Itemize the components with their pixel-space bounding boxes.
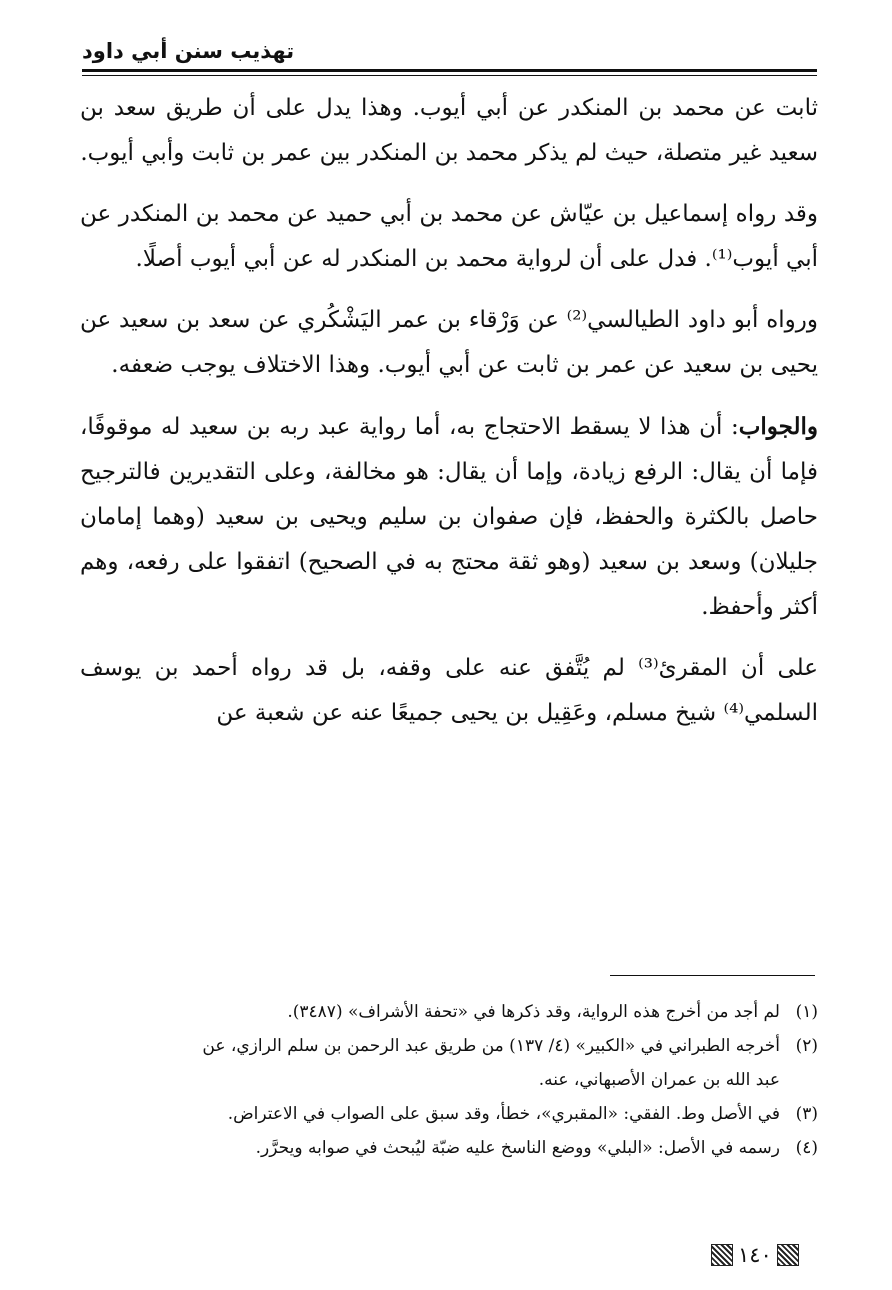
- page-number-block: [712, 1240, 798, 1270]
- footnote-text: في الأصل وط. الفقي: «المقبري»، خطأ، وقد سبق على الصواب في الاعتراض.: [227, 1104, 780, 1124]
- footnote-number: (١): [795, 1002, 818, 1022]
- paragraph-3: ورواه أبو داود الطيالسي⁽²⁾ عن وَرْقاء بن عمر اليَشْكُري عن سعد بن سعيد عن يحيى بن سعيد عن عمر بن ثابت عن أبي أيوب. وهذا الاختلاف يوجب ضعفه.: [80, 307, 818, 378]
- ornament-icon: [712, 1245, 732, 1265]
- running-header-title: تهذيب سنن أبي داود: [82, 39, 295, 63]
- footnote-3: [82, 1097, 818, 1131]
- paragraph-2: وقد رواه إسماعيل بن عيّاش عن محمد بن أبي حميد عن محمد بن المنكدر عن أبي أيوب⁽¹⁾. فدل على أن لرواية محمد بن المنكدر له عن أبي أيوب أصلًا.: [80, 201, 818, 272]
- footnote-number: (٣): [795, 1104, 818, 1124]
- main-text: [80, 86, 818, 736]
- paragraph-last: على أن المقرئ⁽³⁾ لم يُتَّفق عنه على وقفه، بل قد رواه أحمد بن يوسف السلمي⁽⁴⁾ شيخ مسلم، وعَقِيل بن يحيى جميعًا عنه عن شعبة عن: [80, 655, 818, 726]
- footnote-number: (٢): [795, 1036, 818, 1056]
- footnote-text: أخرجه الطبراني في «الكبير» (٤/ ١٣٧) من طريق عبد الرحمن بن سلم الرازي، عن: [202, 1036, 780, 1056]
- ornament-icon: [778, 1245, 798, 1265]
- footnote-text: لم أجد من أخرج هذه الرواية، وقد ذكرها في «تحفة الأشراف» (٣٤٨٧).: [287, 1002, 780, 1022]
- page-number: ١٤٠: [738, 1243, 772, 1267]
- answer-lead: والجواب: [738, 413, 818, 440]
- footnote-2: [82, 1029, 818, 1097]
- footnotes: [82, 995, 818, 1165]
- footnote-4: [82, 1131, 818, 1165]
- paragraph-1: ثابت عن محمد بن المنكدر عن أبي أيوب. وهذا يدل على أن طريق سعد بن سعيد غير متصلة، حيث لم يذكر محمد بن المنكدر بين عمر بن ثابت وأبي أيوب.: [80, 95, 818, 166]
- footnote-text: رسمه في الأصل: «البلي» ووضع الناسخ عليه ضبّة ليُبحث في صوابه ويحرَّر.: [255, 1138, 780, 1158]
- header-rule-thin: [82, 75, 817, 76]
- answer-text: : أن هذا لا يسقط الاحتجاج به، أما رواية عبد ربه بن سعيد له موقوفًا، فإما أن يقال: الرفع زيادة، وإما أن يقال: هو مخالفة، وعلى التقديرين فالترجيح حاصل بالكثرة والحفظ، فإن صفوان بن سليم ويحيى بن سعيد (وهما إمامان جليلان) وسعد بن سعيد (وهو ثقة محتج به في الصحيح) اتفقوا على رفعه، وهم أكثر وأحفظ.: [80, 414, 818, 620]
- header-rule-thick: [82, 69, 817, 72]
- footnote-number: (٤): [795, 1138, 818, 1158]
- footnote-continuation: عبد الله بن عمران الأصبهاني، عنه.: [538, 1070, 780, 1090]
- footnote-separator: [610, 975, 815, 976]
- paragraph-answer: [80, 404, 818, 630]
- footnote-1: [82, 995, 818, 1029]
